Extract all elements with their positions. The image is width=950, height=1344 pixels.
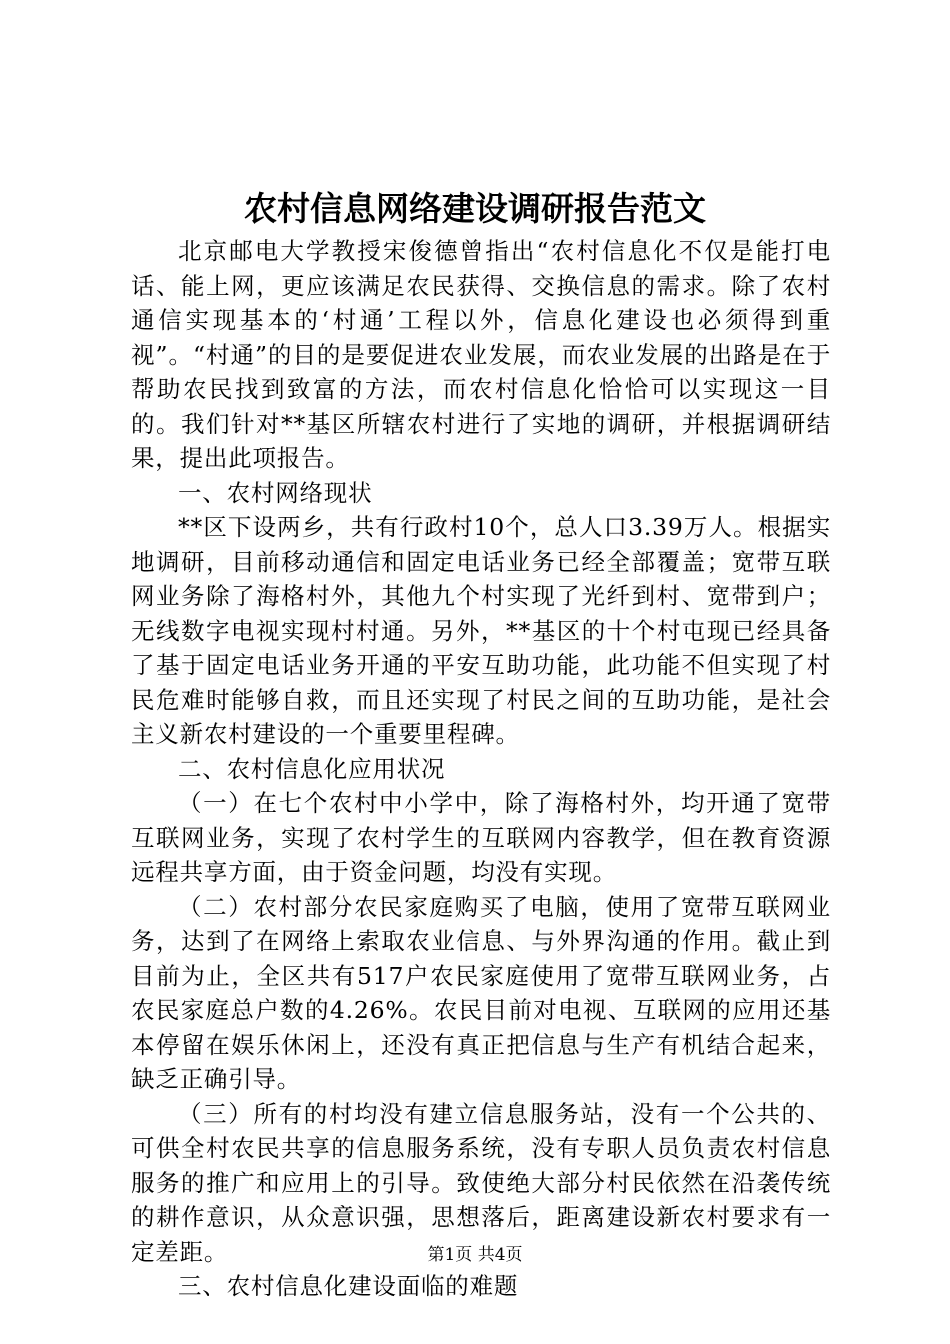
intro-paragraph: 北京邮电大学教授宋俊德曾指出“农村信息化不仅是能打电话、能上网，更应该满足农民获得、交换信息的需求。除了农村通信实现基本的‘村通’工程以外，信息化建设也必须得到重视”。“村通”的目的是要促进农业发展，而农业发展的出路是在于帮助农民找到致富的方法，而农村信息化恰恰可以实现这一目的。我们针对**基区所辖农村进行了实地的调研，并根据调研结果，提出此项报告。 [131, 237, 831, 472]
section-heading-difficulties: 三、农村信息化建设面临的难题 [178, 1272, 519, 1300]
document-body [131, 234, 831, 1304]
section-heading-network-status: 一、农村网络现状 [178, 478, 373, 507]
network-status-paragraph: **区下设两乡，共有行政村10个，总人口3.39万人。根据实地调研，目前移动通信和固定电话业务已经全部覆盖；宽带互联网业务除了海格村外，其他九个村实现了光纤到村、宽带到户；无线数字电视实现村村通。另外，**基区的十个村屯现已经具备了基于固定电话业务开通的平安互助功能，此功能不但实现了村民危难时能够自救，而且还实现了村民之间的互助功能，是社会主义新农村建设的一个重要里程碑。 [131, 513, 831, 748]
application-item-3: （三）所有的村均没有建立信息服务站，没有一个公共的、可供全村农民共享的信息服务系统，没有专职人员负责农村信息服务的推广和应用上的引导。致使绝大部分村民依然在沿袭传统的耕作意识，从众意识强，思想落后，距离建设新农村要求有一定差距。 [131, 1099, 831, 1266]
section-heading-application-status: 二、农村信息化应用状况 [178, 754, 446, 783]
document-title: 农村信息网络建设调研报告范文 [244, 189, 706, 228]
application-item-1: （一）在七个农村中小学中，除了海格村外，均开通了宽带互联网业务，实现了农村学生的互联网内容教学，但在教育资源远程共享方面，由于资金问题，均没有实现。 [131, 789, 831, 886]
application-item-2: （二）农村部分农民家庭购买了电脑，使用了宽带互联网业务，达到了在网络上索取农业信息、与外界沟通的作用。截止到目前为止，全区共有517户农民家庭使用了宽带互联网业务，占农民家庭总户数的4.26%。农民目前对电视、互联网的应用还基本停留在娱乐休闲上，还没有真正把信息与生产有机结合起来，缺乏正确引导。 [131, 892, 831, 1093]
page-number-footer: 第1页 共4页 [427, 1245, 523, 1265]
